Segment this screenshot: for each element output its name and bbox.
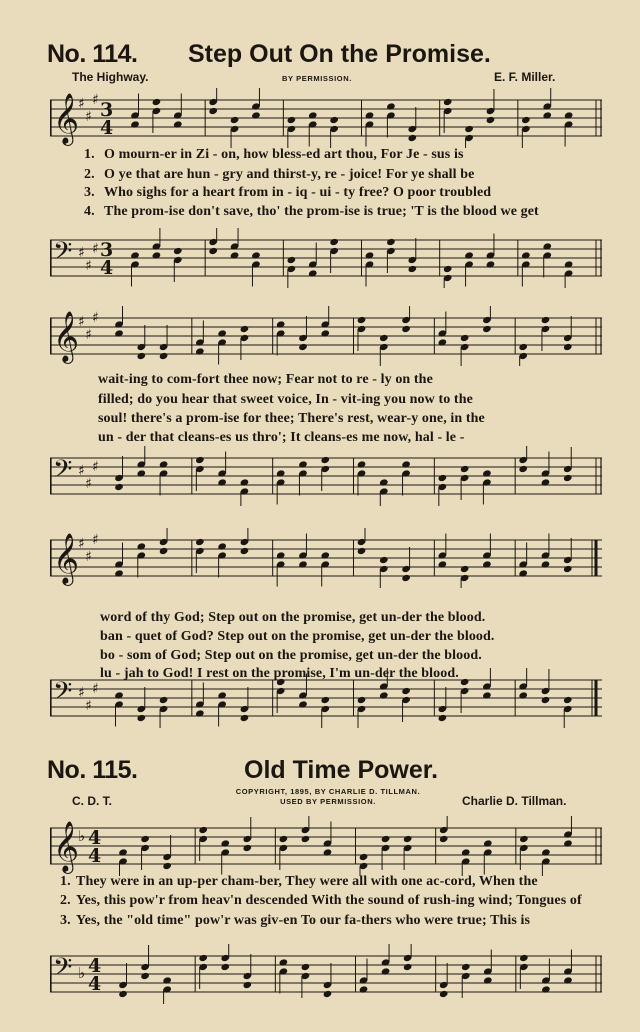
treble-clef-icon: 𝄞 <box>53 821 80 872</box>
note-head <box>407 134 417 142</box>
bass-clef-icon: 𝄢 <box>53 237 73 272</box>
note-head <box>482 325 492 333</box>
note-head <box>519 835 529 843</box>
note-head <box>136 714 146 722</box>
note-head <box>438 474 448 482</box>
lyric-line <box>84 167 584 183</box>
note-head <box>195 538 205 546</box>
note-head <box>401 325 411 333</box>
time-signature-digit: 4 <box>88 827 102 849</box>
sharp-icon: ♯ <box>85 698 92 714</box>
note-head <box>140 972 150 980</box>
note-head <box>159 696 169 704</box>
sharp-icon: ♯ <box>92 92 99 108</box>
staff-115-1-treble <box>50 816 602 876</box>
hymn-115-copyright: COPYRIGHT, 1895, BY CHARLIE D. TILLMAN. <box>235 787 421 796</box>
time-signature-digit: 3 <box>100 239 114 261</box>
note-head <box>443 98 453 106</box>
note-head <box>401 687 411 695</box>
lyric-line: un - der that cleans-es us thro'; It cleans-es me now, hal - le - <box>98 430 465 445</box>
note-head <box>287 116 297 124</box>
hymn-115-title: Old Time Power. <box>244 756 439 784</box>
note-head <box>242 844 252 852</box>
time-signature-digit: 4 <box>88 845 102 867</box>
note-head <box>519 954 529 962</box>
hymn-114-title: Step Out On the Promise. <box>188 40 491 68</box>
sharp-icon: ♯ <box>78 314 85 330</box>
hymn-115-author: C. D. T. <box>72 794 113 808</box>
sharp-icon: ♯ <box>78 685 85 701</box>
verse-number: 1. <box>60 874 71 889</box>
sharp-icon: ♯ <box>92 681 99 697</box>
treble-clef-icon: 𝄞 <box>53 533 80 584</box>
note-head <box>403 963 413 971</box>
lyric-line <box>60 913 590 929</box>
staff-114-1-treble <box>50 88 602 148</box>
note-head <box>401 574 411 582</box>
note-head <box>208 107 218 115</box>
sharp-icon: ♯ <box>92 459 99 475</box>
note-head <box>460 565 470 573</box>
note-head <box>301 835 311 843</box>
lyric-line: bo - som of God; Step out on the promise, get un-der the blood. <box>100 648 482 663</box>
staff-114-2-bass <box>50 446 602 506</box>
bass-clef-icon: 𝄢 <box>53 677 73 712</box>
note-head <box>563 696 573 704</box>
note-head <box>195 456 205 464</box>
time-signature-digit: 4 <box>100 257 114 279</box>
note-head <box>240 547 250 555</box>
lyric-line: soul! there's a prom-ise for thee; There's rest, wear-y one, in the <box>98 411 485 426</box>
note-head <box>320 696 330 704</box>
sharp-icon: ♯ <box>85 327 92 343</box>
lyric-text: O mourn-er in Zi - on, how bless-ed art thou, For Je - sus is <box>104 147 464 162</box>
verse-number: 4. <box>84 204 95 219</box>
sharp-icon: ♯ <box>92 310 99 326</box>
note-head <box>114 483 124 491</box>
bass-clef-icon: 𝄢 <box>53 953 73 988</box>
note-head <box>379 334 389 342</box>
note-head <box>118 990 128 998</box>
verse-number: 3. <box>60 913 71 928</box>
note-head <box>443 265 453 273</box>
staff-114-3-treble <box>50 528 602 588</box>
lyric-line: filled; do you hear that sweet voice, In - vit-ing you now to the <box>98 392 473 407</box>
bass-clef-icon: 𝄢 <box>53 455 73 490</box>
note-head <box>329 238 339 246</box>
lyric-text: Yes, the "old time" pow'r was giv-en To our fa-thers who were true; This is <box>76 913 531 928</box>
sharp-icon: ♯ <box>85 549 92 565</box>
hymn-115-used-by: USED BY PERMISSION. <box>280 797 376 806</box>
note-head <box>298 343 308 351</box>
sharp-icon: ♯ <box>78 96 85 112</box>
lyric-line <box>84 204 584 220</box>
staff-114-2-treble <box>50 306 602 366</box>
treble-clef-icon: 𝄞 <box>53 93 80 144</box>
lyric-line <box>60 874 590 890</box>
treble-clef-icon: 𝄞 <box>53 311 80 362</box>
note-head <box>563 565 573 573</box>
note-head <box>518 465 528 473</box>
note-head <box>541 316 551 324</box>
sharp-icon: ♯ <box>92 241 99 257</box>
note-head <box>379 556 389 564</box>
note-head <box>198 954 208 962</box>
flat-icon: ♭ <box>78 827 86 845</box>
sharp-icon: ♯ <box>85 109 92 125</box>
lyric-text: The prom-ise don't save, tho' the prom-ise is true; 'T is the blood we get <box>104 204 539 219</box>
note-head <box>541 696 551 704</box>
hymn-114-number: No. 114. <box>47 40 138 68</box>
lyric-text: They were in an up-per cham-ber, They were all with one ac-cord, When the <box>76 874 538 889</box>
lyric-line: lu - jah to God! I rest on the promise, I'm un-der the blood. <box>100 666 459 681</box>
note-head <box>173 247 183 255</box>
note-head <box>357 696 367 704</box>
note-head <box>323 990 333 998</box>
hymn-114-composer: E. F. Miller. <box>494 70 556 84</box>
hymn-114-permission: BY PERMISSION. <box>282 74 352 83</box>
staff-115-1-bass <box>50 944 602 1004</box>
note-head <box>242 981 252 989</box>
note-head <box>439 990 449 998</box>
note-head <box>438 714 448 722</box>
note-head <box>359 853 369 861</box>
time-signature-digit: 4 <box>100 117 114 139</box>
verse-number: 2. <box>60 893 71 908</box>
staff-114-1-bass <box>50 228 602 288</box>
flat-icon: ♭ <box>78 964 86 982</box>
verse-number: 1. <box>84 147 95 162</box>
note-head <box>159 352 169 360</box>
sharp-icon: ♯ <box>85 258 92 274</box>
note-head <box>329 116 339 124</box>
note-head <box>403 835 413 843</box>
note-head <box>357 316 367 324</box>
note-head <box>461 963 471 971</box>
sharp-icon: ♯ <box>78 245 85 261</box>
note-head <box>152 98 162 106</box>
note-head <box>464 125 474 133</box>
lyric-line <box>60 893 590 909</box>
note-head <box>287 256 297 264</box>
note-head <box>240 325 250 333</box>
sharp-icon: ♯ <box>85 476 92 492</box>
note-head <box>240 714 250 722</box>
note-head <box>521 116 531 124</box>
note-head <box>563 474 573 482</box>
note-head <box>162 862 172 870</box>
note-head <box>381 835 391 843</box>
lyric-line <box>84 185 584 201</box>
note-head <box>357 547 367 555</box>
note-head <box>320 456 330 464</box>
hymn-114-tune-name: The Highway. <box>72 70 149 84</box>
note-head <box>301 963 311 971</box>
lyric-text: Who sighs for a heart from in - iq - ui - ty free? O poor troubled <box>104 185 492 200</box>
lyric-text: O ye that are hun - gry and thirst-y, re - joice! For ye shall be <box>104 167 475 182</box>
lyric-line: ban - quet of God? Step out on the promise, get un-der the blood. <box>100 629 495 644</box>
sharp-icon: ♯ <box>78 463 85 479</box>
hymn-115-number: No. 115. <box>47 756 138 784</box>
time-signature-digit: 4 <box>88 955 102 977</box>
note-head <box>386 238 396 246</box>
note-head <box>407 265 417 273</box>
verse-number: 2. <box>84 167 95 182</box>
note-head <box>439 835 449 843</box>
time-signature-digit: 3 <box>100 99 114 121</box>
note-head <box>220 963 230 971</box>
sharp-icon: ♯ <box>78 536 85 552</box>
time-signature-digit: 4 <box>88 973 102 995</box>
note-head <box>460 465 470 473</box>
note-head <box>136 352 146 360</box>
sharp-icon: ♯ <box>92 532 99 548</box>
note-head <box>563 343 573 351</box>
note-head <box>198 826 208 834</box>
note-head <box>159 547 169 555</box>
note-head <box>279 835 289 843</box>
note-head <box>230 116 240 124</box>
lyric-line: wait-ing to com-fort thee now; Fear not to re - ly on the <box>98 372 433 387</box>
note-head <box>486 116 496 124</box>
lyric-line: word of thy God; Step out on the promise, get un-der the blood. <box>100 610 486 625</box>
verse-number: 3. <box>84 185 95 200</box>
note-head <box>140 835 150 843</box>
hymn-115-composer: Charlie D. Tillman. <box>462 794 567 808</box>
note-head <box>208 247 218 255</box>
note-head <box>518 343 528 351</box>
note-head <box>460 334 470 342</box>
lyric-line <box>84 147 584 163</box>
lyric-text: Yes, this pow'r from heav'n descended With the sound of rush-ing wind; Tongues of <box>76 893 582 908</box>
